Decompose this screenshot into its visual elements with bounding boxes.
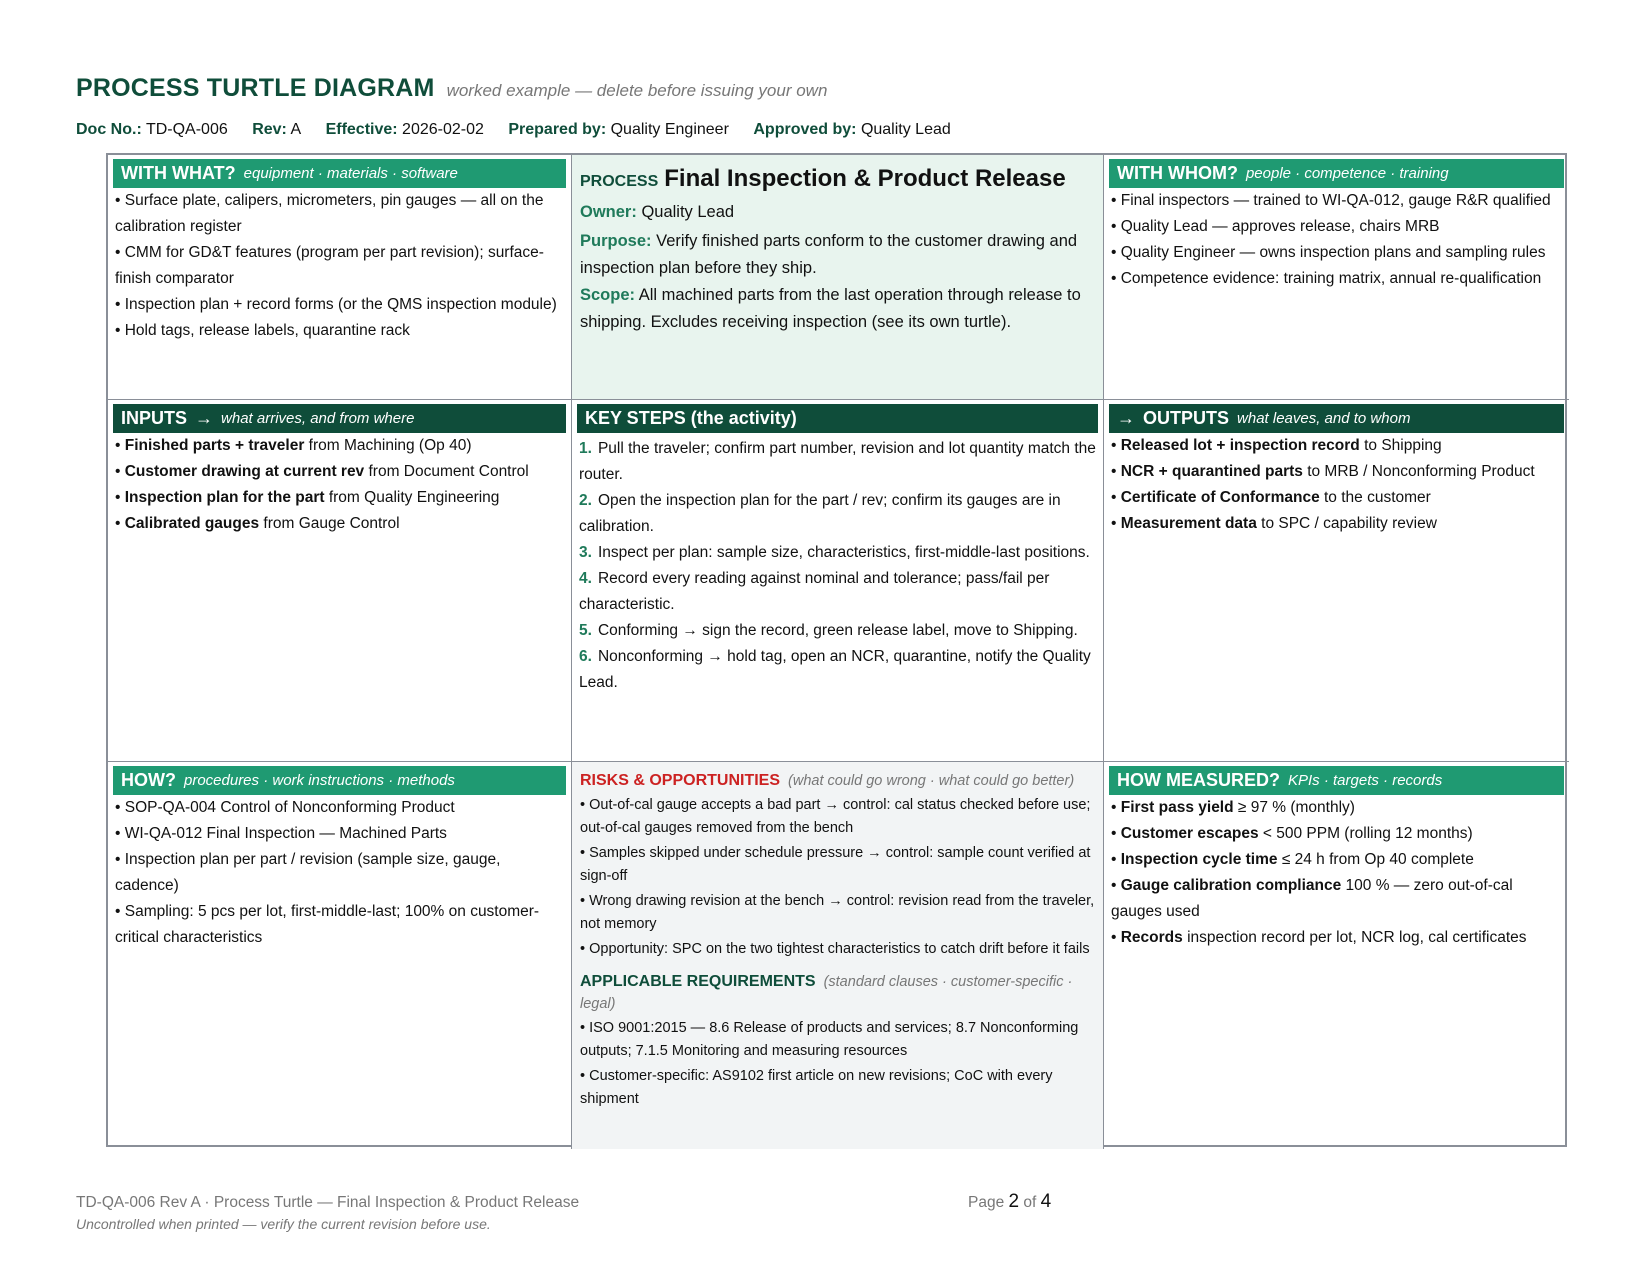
step-text: Record every reading against nominal and tolerance; pass/fail per characteristic.: [579, 570, 1050, 613]
process-header: [577, 159, 1098, 193]
step-number: 2.: [579, 492, 592, 509]
list-item: • Finished parts + traveler from Machining (Op 40): [115, 437, 472, 454]
doc-no-value: TD-QA-006: [145, 121, 228, 138]
step-item: [579, 644, 1096, 696]
with-what-header: [113, 159, 566, 188]
footer-uncontrolled-note: Uncontrolled when printed — verify the current revision before use.: [76, 1216, 491, 1232]
list-item: • Inspection plan per part / revision (sample size, gauge, cadence): [115, 851, 501, 894]
approved-by: [753, 121, 950, 138]
list-item: • WI-QA-012 Final Inspection — Machined Parts: [115, 825, 447, 842]
footer-doc-reference: TD-QA-006 Rev A · Process Turtle — Final Inspection & Product Release: [76, 1194, 580, 1211]
risks-cell: [572, 762, 1104, 1149]
output-name: NCR + quarantined parts: [1120, 463, 1303, 480]
effective-date: [326, 121, 484, 138]
key-steps-list: [577, 436, 1098, 696]
list-item: • Inspection cycle time ≤ 24 h from Op 40 complete: [1111, 851, 1474, 868]
output-destination: to the customer: [1319, 489, 1431, 506]
kpi-target: ≥ 97 % (monthly): [1233, 799, 1355, 816]
step-text: Pull the traveler; confirm part number, revision and lot quantity match the router.: [579, 440, 1096, 483]
risks-header: [577, 766, 1098, 792]
with-whom-heading: WITH WHOM?: [1117, 163, 1238, 183]
list-item: • Gauge calibration compliance 100 % — zero out-of-cal gauges used: [1111, 877, 1513, 920]
arrow-right-icon: →: [1117, 408, 1135, 428]
step-item: [579, 436, 1096, 488]
output-destination: to SPC / capability review: [1256, 515, 1437, 532]
how-measured-list: [1109, 795, 1564, 951]
output-destination: to Shipping: [1359, 437, 1442, 454]
turtle-grid: [106, 153, 1567, 1147]
input-source: from Quality Engineering: [324, 489, 500, 506]
page-subtitle: worked example — delete before issuing your own: [446, 81, 828, 100]
list-item: • Out-of-cal gauge accepts a bad part → control: cal status checked before use; out-of-cal gauges removed from the bench: [580, 797, 1091, 836]
prepared-value: Quality Engineer: [610, 121, 729, 138]
process-scope: [577, 282, 1098, 336]
input-source: from Machining (Op 40): [304, 437, 472, 454]
list-item: • Customer escapes < 500 PPM (rolling 12 months): [1111, 825, 1473, 842]
how-measured-heading: HOW MEASURED?: [1117, 770, 1280, 790]
inputs-heading: INPUTS: [121, 408, 188, 428]
input-name: Customer drawing at current rev: [124, 463, 365, 480]
list-item: • Quality Lead — approves release, chairs MRB: [1111, 218, 1440, 235]
list-item: • First pass yield ≥ 97 % (monthly): [1111, 799, 1355, 816]
how-list: [113, 795, 566, 951]
step-number: 5.: [579, 622, 592, 639]
with-what-list: [113, 188, 566, 344]
with-what-cell: [108, 155, 572, 400]
list-item: • Opportunity: SPC on the two tightest characteristics to catch drift before it fails: [580, 941, 1090, 957]
with-whom-list: [1109, 188, 1564, 292]
with-whom-cell: [1104, 155, 1569, 400]
requirements-list: [577, 1017, 1098, 1111]
prepared-by: [508, 121, 729, 138]
arrow-right-icon: →: [195, 408, 214, 428]
how-measured-subheading: KPIs · targets · records: [1288, 772, 1443, 789]
output-name: Certificate of Conformance: [1120, 489, 1320, 506]
list-item: • Competence evidence: training matrix, annual re-qualification: [1111, 270, 1542, 287]
input-source: from Gauge Control: [259, 515, 400, 532]
with-what-heading: WITH WHAT?: [121, 163, 236, 183]
key-steps-heading: KEY STEPS (the activity): [585, 408, 797, 428]
list-item: • CMM for GD&T features (program per part revision); surface-finish comparator: [115, 244, 544, 287]
kpi-name: Inspection cycle time: [1120, 851, 1278, 868]
key-steps-header: [577, 404, 1098, 433]
risks-list: [577, 794, 1098, 961]
how-measured-cell: [1104, 762, 1569, 1149]
requirements-subheading: (standard clauses · customer-specific · legal): [580, 974, 1073, 1012]
list-item: • Records inspection record per lot, NCR log, cal certificates: [1111, 929, 1527, 946]
total-pages: 4: [1040, 1191, 1052, 1212]
with-whom-header: [1109, 159, 1564, 188]
step-number: 1.: [579, 440, 592, 457]
scope-value: All machined parts from the last operation through release to shipping. Excludes receiving inspection (see its own turtle).: [580, 286, 1081, 331]
page-title: PROCESS TURTLE DIAGRAM: [76, 74, 435, 102]
process-title: Final Inspection & Product Release: [664, 165, 1066, 192]
step-text: Nonconforming → hold tag, open an NCR, quarantine, notify the Quality Lead.: [579, 648, 1091, 691]
process-purpose: [577, 228, 1098, 282]
list-item: • Hold tags, release labels, quarantine rack: [115, 322, 410, 339]
inputs-cell: [108, 400, 572, 762]
key-steps-cell: [572, 400, 1104, 762]
how-subheading: procedures · work instructions · methods: [183, 772, 455, 789]
step-item: [579, 540, 1096, 566]
kpi-target: < 500 PPM (rolling 12 months): [1258, 825, 1473, 842]
step-text: Conforming → sign the record, green release label, move to Shipping.: [597, 622, 1078, 639]
list-item: • Quality Engineer — owns inspection plans and sampling rules: [1111, 244, 1546, 261]
page-label: Page: [968, 1194, 1005, 1211]
doc-no: [76, 121, 228, 138]
scope-label: Scope:: [580, 286, 636, 304]
step-item: [579, 488, 1096, 540]
of-label: of: [1023, 1194, 1037, 1211]
list-item: • Wrong drawing revision at the bench → control: revision read from the traveler, not memory: [580, 893, 1095, 932]
list-item: • Final inspectors — trained to WI-QA-012, gauge R&R qualified: [1111, 192, 1551, 209]
owner-value: Quality Lead: [641, 203, 735, 221]
list-item: • Inspection plan for the part from Quality Engineering: [115, 489, 500, 506]
inputs-header: [113, 404, 566, 433]
input-name: Inspection plan for the part: [124, 489, 325, 506]
step-item: [579, 566, 1096, 618]
with-whom-subheading: people · competence · training: [1245, 165, 1449, 182]
doc-no-label: Doc No.:: [76, 121, 142, 138]
step-text: Inspect per plan: sample size, characteristics, first-middle-last positions.: [597, 544, 1090, 561]
list-item: • ISO 9001:2015 — 8.6 Release of products and services; 8.7 Nonconforming outputs; 7.1.5 Monitoring and measuring resources: [580, 1020, 1079, 1059]
purpose-value: Verify finished parts conform to the customer drawing and inspection plan before they ship.: [580, 232, 1078, 277]
list-item: • NCR + quarantined parts to MRB / Nonconforming Product: [1111, 463, 1535, 480]
kpi-name: Gauge calibration compliance: [1120, 877, 1342, 894]
output-name: Measurement data: [1120, 515, 1257, 532]
kpi-name: First pass yield: [1120, 799, 1234, 816]
purpose-label: Purpose:: [580, 232, 652, 250]
list-item: • Customer drawing at current rev from Document Control: [115, 463, 529, 480]
step-number: 3.: [579, 544, 592, 561]
list-item: • Samples skipped under schedule pressure → control: sample count verified at sign-off: [580, 845, 1091, 884]
page-number: [968, 1191, 1051, 1213]
outputs-header: [1109, 404, 1564, 433]
rev-value: A: [290, 121, 302, 138]
output-destination: to MRB / Nonconforming Product: [1302, 463, 1535, 480]
requirements-header: [577, 967, 1098, 1015]
inputs-subheading: what arrives, and from where: [221, 410, 415, 427]
approved-value: Quality Lead: [860, 121, 951, 138]
step-number: 4.: [579, 570, 592, 587]
kpi-target: 100 % — zero out-of-cal gauges used: [1111, 877, 1513, 920]
outputs-cell: [1104, 400, 1569, 762]
risks-subheading: (what could go wrong · what could go better): [788, 773, 1075, 789]
rev-label: Rev:: [252, 121, 287, 138]
document-meta: [76, 121, 971, 139]
list-item: • Measurement data to SPC / capability review: [1111, 515, 1437, 532]
list-item: • Released lot + inspection record to Shipping: [1111, 437, 1442, 454]
input-source: from Document Control: [364, 463, 529, 480]
list-item: • Surface plate, calipers, micrometers, pin gauges — all on the calibration register: [115, 192, 544, 235]
process-label: PROCESS: [580, 173, 659, 190]
input-name: Finished parts + traveler: [124, 437, 305, 454]
kpi-target: inspection record per lot, NCR log, cal certificates: [1182, 929, 1527, 946]
input-name: Calibrated gauges: [124, 515, 260, 532]
risks-heading: RISKS & OPPORTUNITIES: [580, 772, 781, 789]
inputs-list: [113, 433, 566, 537]
outputs-list: [1109, 433, 1564, 537]
revision: [252, 121, 301, 138]
how-cell: [108, 762, 572, 1149]
list-item: • Certificate of Conformance to the customer: [1111, 489, 1431, 506]
effective-label: Effective:: [325, 121, 398, 138]
list-item: • Sampling: 5 pcs per lot, first-middle-last; 100% on customer-critical characteristics: [115, 903, 540, 946]
process-owner: [577, 199, 1098, 226]
step-item: [579, 618, 1096, 644]
process-cell: [572, 155, 1104, 400]
owner-label: Owner:: [580, 203, 637, 221]
how-measured-header: [1109, 766, 1564, 795]
kpi-name: Records: [1120, 929, 1183, 946]
outputs-subheading: what leaves, and to whom: [1237, 410, 1411, 427]
list-item: • Calibrated gauges from Gauge Control: [115, 515, 400, 532]
approved-label: Approved by:: [753, 121, 857, 138]
effective-value: 2026-02-02: [402, 121, 484, 138]
how-heading: HOW?: [121, 770, 176, 790]
with-what-subheading: equipment · materials · software: [243, 165, 458, 182]
list-item: • Customer-specific: AS9102 first article on new revisions; CoC with every shipment: [580, 1068, 1053, 1107]
how-header: [113, 766, 566, 795]
requirements-heading: APPLICABLE REQUIREMENTS: [580, 973, 816, 990]
step-number: 6.: [579, 648, 592, 665]
output-name: Released lot + inspection record: [1120, 437, 1360, 454]
kpi-name: Customer escapes: [1120, 825, 1259, 842]
prepared-label: Prepared by:: [508, 121, 607, 138]
step-text: Open the inspection plan for the part / rev; confirm its gauges are in calibration.: [579, 492, 1061, 535]
current-page: 2: [1008, 1191, 1020, 1212]
list-item: • SOP-QA-004 Control of Nonconforming Product: [115, 799, 455, 816]
list-item: • Inspection plan + record forms (or the QMS inspection module): [115, 296, 557, 313]
outputs-heading: OUTPUTS: [1143, 408, 1230, 428]
kpi-target: ≤ 24 h from Op 40 complete: [1277, 851, 1474, 868]
title-row: [76, 74, 827, 103]
